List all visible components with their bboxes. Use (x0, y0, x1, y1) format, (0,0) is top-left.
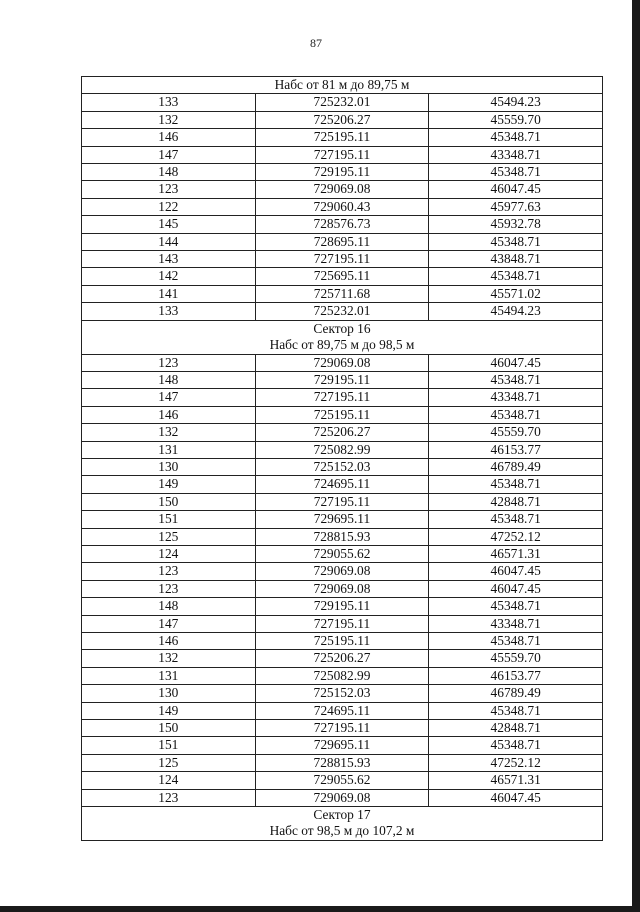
y-coordinate-cell: 45977.63 (429, 198, 603, 215)
table-row (82, 493, 603, 510)
x-coordinate-cell: 725195.11 (255, 406, 429, 423)
y-coordinate-cell: 45348.71 (429, 129, 603, 146)
coordinates-table (81, 76, 603, 841)
x-coordinate-cell: 725206.27 (255, 111, 429, 128)
y-coordinate-cell: 46047.45 (429, 354, 603, 371)
section-header (82, 320, 603, 354)
table-row (82, 754, 603, 771)
point-number-cell: 123 (82, 354, 256, 371)
point-number-cell: 132 (82, 650, 256, 667)
y-coordinate-cell: 46047.45 (429, 181, 603, 198)
section-header (82, 77, 603, 94)
section-header-line: Набс от 98,5 м до 107,2 м (269, 823, 415, 839)
point-number-cell: 132 (82, 424, 256, 441)
y-coordinate-cell: 46153.77 (429, 441, 603, 458)
x-coordinate-cell: 725195.11 (255, 633, 429, 650)
x-coordinate-cell: 724695.11 (255, 476, 429, 493)
table-row (82, 720, 603, 737)
point-number-cell: 124 (82, 772, 256, 789)
x-coordinate-cell: 729055.62 (255, 545, 429, 562)
x-coordinate-cell: 724695.11 (255, 702, 429, 719)
table-row (82, 94, 603, 111)
x-coordinate-cell: 729195.11 (255, 371, 429, 388)
table-row (82, 545, 603, 562)
x-coordinate-cell: 729695.11 (255, 511, 429, 528)
table-row (82, 371, 603, 388)
table-row (82, 789, 603, 806)
section-header (82, 807, 603, 841)
table-row (82, 406, 603, 423)
y-coordinate-cell: 45348.71 (429, 511, 603, 528)
page-number: 87 (310, 36, 322, 50)
section-header-row (82, 77, 603, 94)
x-coordinate-cell: 725232.01 (255, 94, 429, 111)
y-coordinate-cell: 46153.77 (429, 667, 603, 684)
y-coordinate-cell: 45348.71 (429, 476, 603, 493)
table-row (82, 685, 603, 702)
table-row (82, 216, 603, 233)
y-coordinate-cell: 42848.71 (429, 493, 603, 510)
y-coordinate-cell: 46571.31 (429, 772, 603, 789)
point-number-cell: 147 (82, 615, 256, 632)
table-row (82, 458, 603, 475)
point-number-cell: 146 (82, 406, 256, 423)
point-number-cell: 149 (82, 476, 256, 493)
x-coordinate-cell: 727195.11 (255, 615, 429, 632)
y-coordinate-cell: 43348.71 (429, 146, 603, 163)
y-coordinate-cell: 45348.71 (429, 406, 603, 423)
y-coordinate-cell: 45571.02 (429, 285, 603, 302)
point-number-cell: 146 (82, 633, 256, 650)
point-number-cell: 122 (82, 198, 256, 215)
x-coordinate-cell: 725082.99 (255, 667, 429, 684)
x-coordinate-cell: 729195.11 (255, 598, 429, 615)
point-number-cell: 148 (82, 164, 256, 181)
table-row (82, 633, 603, 650)
point-number-cell: 131 (82, 441, 256, 458)
x-coordinate-cell: 725152.03 (255, 685, 429, 702)
table-row (82, 737, 603, 754)
table-row (82, 441, 603, 458)
point-number-cell: 146 (82, 129, 256, 146)
point-number-cell: 130 (82, 458, 256, 475)
x-coordinate-cell: 729069.08 (255, 354, 429, 371)
x-coordinate-cell: 727195.11 (255, 146, 429, 163)
point-number-cell: 133 (82, 303, 256, 320)
table-row (82, 389, 603, 406)
table-row (82, 181, 603, 198)
table-row (82, 233, 603, 250)
table-row (82, 354, 603, 371)
table-row (82, 285, 603, 302)
x-coordinate-cell: 725195.11 (255, 129, 429, 146)
x-coordinate-cell: 725152.03 (255, 458, 429, 475)
section-header-line: Сектор 17 (313, 807, 371, 823)
x-coordinate-cell: 727195.11 (255, 493, 429, 510)
y-coordinate-cell: 43348.71 (429, 389, 603, 406)
point-number-cell: 151 (82, 737, 256, 754)
table-row (82, 111, 603, 128)
section-header-row (82, 320, 603, 354)
table-row (82, 268, 603, 285)
y-coordinate-cell: 43348.71 (429, 615, 603, 632)
y-coordinate-cell: 45494.23 (429, 94, 603, 111)
y-coordinate-cell: 46047.45 (429, 789, 603, 806)
table-row (82, 129, 603, 146)
table-row (82, 615, 603, 632)
y-coordinate-cell: 43848.71 (429, 251, 603, 268)
point-number-cell: 131 (82, 667, 256, 684)
table-row (82, 772, 603, 789)
table-row (82, 476, 603, 493)
point-number-cell: 150 (82, 493, 256, 510)
x-coordinate-cell: 725206.27 (255, 424, 429, 441)
table-row (82, 198, 603, 215)
y-coordinate-cell: 45348.71 (429, 702, 603, 719)
table-row (82, 667, 603, 684)
y-coordinate-cell: 47252.12 (429, 528, 603, 545)
point-number-cell: 143 (82, 251, 256, 268)
y-coordinate-cell: 46789.49 (429, 458, 603, 475)
point-number-cell: 148 (82, 371, 256, 388)
x-coordinate-cell: 728815.93 (255, 528, 429, 545)
y-coordinate-cell: 45559.70 (429, 650, 603, 667)
x-coordinate-cell: 728695.11 (255, 233, 429, 250)
y-coordinate-cell: 45559.70 (429, 424, 603, 441)
table-row (82, 303, 603, 320)
x-coordinate-cell: 725206.27 (255, 650, 429, 667)
point-number-cell: 142 (82, 268, 256, 285)
table-row (82, 146, 603, 163)
table-row (82, 598, 603, 615)
table-row (82, 650, 603, 667)
x-coordinate-cell: 728815.93 (255, 754, 429, 771)
x-coordinate-cell: 727195.11 (255, 251, 429, 268)
point-number-cell: 125 (82, 754, 256, 771)
x-coordinate-cell: 729695.11 (255, 737, 429, 754)
x-coordinate-cell: 729069.08 (255, 580, 429, 597)
section-header-row (82, 807, 603, 841)
table-row (82, 164, 603, 181)
table-row (82, 702, 603, 719)
section-header-line: Сектор 16 (313, 320, 371, 336)
y-coordinate-cell: 46047.45 (429, 563, 603, 580)
x-coordinate-cell: 725232.01 (255, 303, 429, 320)
point-number-cell: 123 (82, 563, 256, 580)
y-coordinate-cell: 45348.71 (429, 164, 603, 181)
point-number-cell: 124 (82, 545, 256, 562)
table-row (82, 528, 603, 545)
x-coordinate-cell: 725711.68 (255, 285, 429, 302)
y-coordinate-cell: 46571.31 (429, 545, 603, 562)
x-coordinate-cell: 729069.08 (255, 563, 429, 580)
point-number-cell: 132 (82, 111, 256, 128)
x-coordinate-cell: 725082.99 (255, 441, 429, 458)
x-coordinate-cell: 729195.11 (255, 164, 429, 181)
x-coordinate-cell: 727195.11 (255, 389, 429, 406)
section-header-line: Набс от 81 м до 89,75 м (274, 77, 410, 92)
point-number-cell: 145 (82, 216, 256, 233)
point-number-cell: 123 (82, 789, 256, 806)
x-coordinate-cell: 729069.08 (255, 789, 429, 806)
point-number-cell: 150 (82, 720, 256, 737)
coordinates-table-body (82, 77, 603, 841)
point-number-cell: 125 (82, 528, 256, 545)
point-number-cell: 148 (82, 598, 256, 615)
x-coordinate-cell: 729055.62 (255, 772, 429, 789)
y-coordinate-cell: 45348.71 (429, 268, 603, 285)
x-coordinate-cell: 729069.08 (255, 181, 429, 198)
point-number-cell: 133 (82, 94, 256, 111)
x-coordinate-cell: 729060.43 (255, 198, 429, 215)
table-row (82, 511, 603, 528)
y-coordinate-cell: 47252.12 (429, 754, 603, 771)
y-coordinate-cell: 45348.71 (429, 598, 603, 615)
y-coordinate-cell: 46047.45 (429, 580, 603, 597)
y-coordinate-cell: 42848.71 (429, 720, 603, 737)
y-coordinate-cell: 45348.71 (429, 371, 603, 388)
point-number-cell: 144 (82, 233, 256, 250)
x-coordinate-cell: 725695.11 (255, 268, 429, 285)
point-number-cell: 123 (82, 181, 256, 198)
table-row (82, 251, 603, 268)
y-coordinate-cell: 45348.71 (429, 233, 603, 250)
y-coordinate-cell: 45348.71 (429, 633, 603, 650)
point-number-cell: 147 (82, 389, 256, 406)
y-coordinate-cell: 45494.23 (429, 303, 603, 320)
x-coordinate-cell: 727195.11 (255, 720, 429, 737)
x-coordinate-cell: 728576.73 (255, 216, 429, 233)
point-number-cell: 130 (82, 685, 256, 702)
point-number-cell: 147 (82, 146, 256, 163)
table-row (82, 563, 603, 580)
point-number-cell: 151 (82, 511, 256, 528)
y-coordinate-cell: 45932.78 (429, 216, 603, 233)
section-header-line: Набс от 89,75 м до 98,5 м (269, 337, 415, 353)
y-coordinate-cell: 46789.49 (429, 685, 603, 702)
point-number-cell: 149 (82, 702, 256, 719)
table-row (82, 580, 603, 597)
point-number-cell: 123 (82, 580, 256, 597)
table-row (82, 424, 603, 441)
y-coordinate-cell: 45348.71 (429, 737, 603, 754)
y-coordinate-cell: 45559.70 (429, 111, 603, 128)
point-number-cell: 141 (82, 285, 256, 302)
